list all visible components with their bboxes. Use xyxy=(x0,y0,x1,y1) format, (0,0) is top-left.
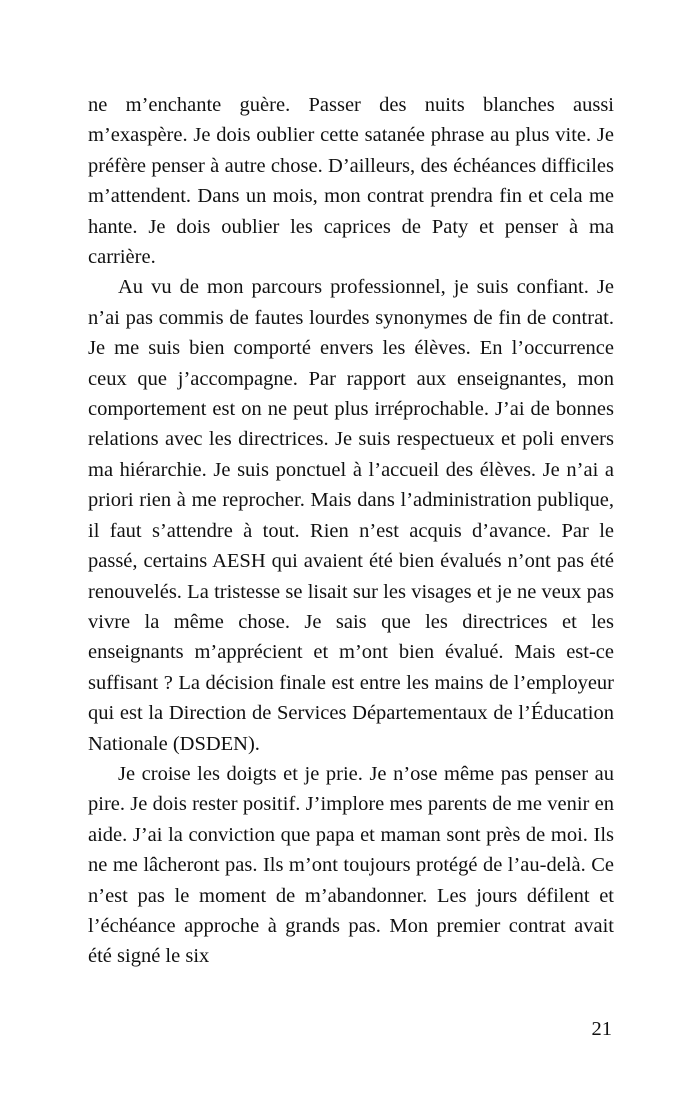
paragraph-1: ne m’enchante guère. Passer des nuits blanches aussi m’exaspère. Je dois oublier cette satanée phrase au plus vite. Je préfère penser à autre chose. D’ailleurs, des échéances difficiles m’attendent. Dans un mois, mon contrat prendra fin et cela me hante. Je dois oublier les caprices de Paty et penser à ma carrière. xyxy=(88,94,614,269)
page-number: 21 xyxy=(591,1018,612,1040)
paragraph-2: Au vu de mon parcours professionnel, je suis confiant. Je n’ai pas commis de fautes lourdes synonymes de fin de contrat. Je me suis bien comporté envers les élèves. En l’occurrence ceux que j’accompagne. Par rapport aux enseignantes, mon comportement est on ne peut plus irréprochable. J’ai de bonnes relations avec les directrices. Je suis respectueux et poli envers ma hiérarchie. Je suis ponctuel à l’accueil des élèves. Je n’ai a priori rien à me reprocher. Mais dans l’administration publique, il faut s’attendre à tout. Rien n’est acquis d’avance. Par le passé, certains AESH qui avaient été bien évalués n’ont pas été renouvelés. La tristesse se lisait sur les visages et je ne veux pas vivre la même chose. Je sais que les directrices et les enseignants m’apprécient et m’ont bien évalué. Mais est-ce suffisant ? La décision finale est entre les mains de l’employeur qui est la Direction de Services Départementaux de l’Éducation Nationale (DSDEN). xyxy=(88,276,614,755)
paragraph-3: Je croise les doigts et je prie. Je n’ose même pas penser au pire. Je dois rester positif. J’implore mes parents de me venir en aide. J’ai la conviction que papa et maman sont près de moi. Ils ne me lâcheront pas. Ils m’ont toujours protégé de l’au-delà. Ce n’est pas le moment de m’abandonner. Les jours défilent et l’échéance approche à grands pas. Mon premier contrat avait été signé le six xyxy=(88,762,614,968)
body-text xyxy=(88,90,614,972)
